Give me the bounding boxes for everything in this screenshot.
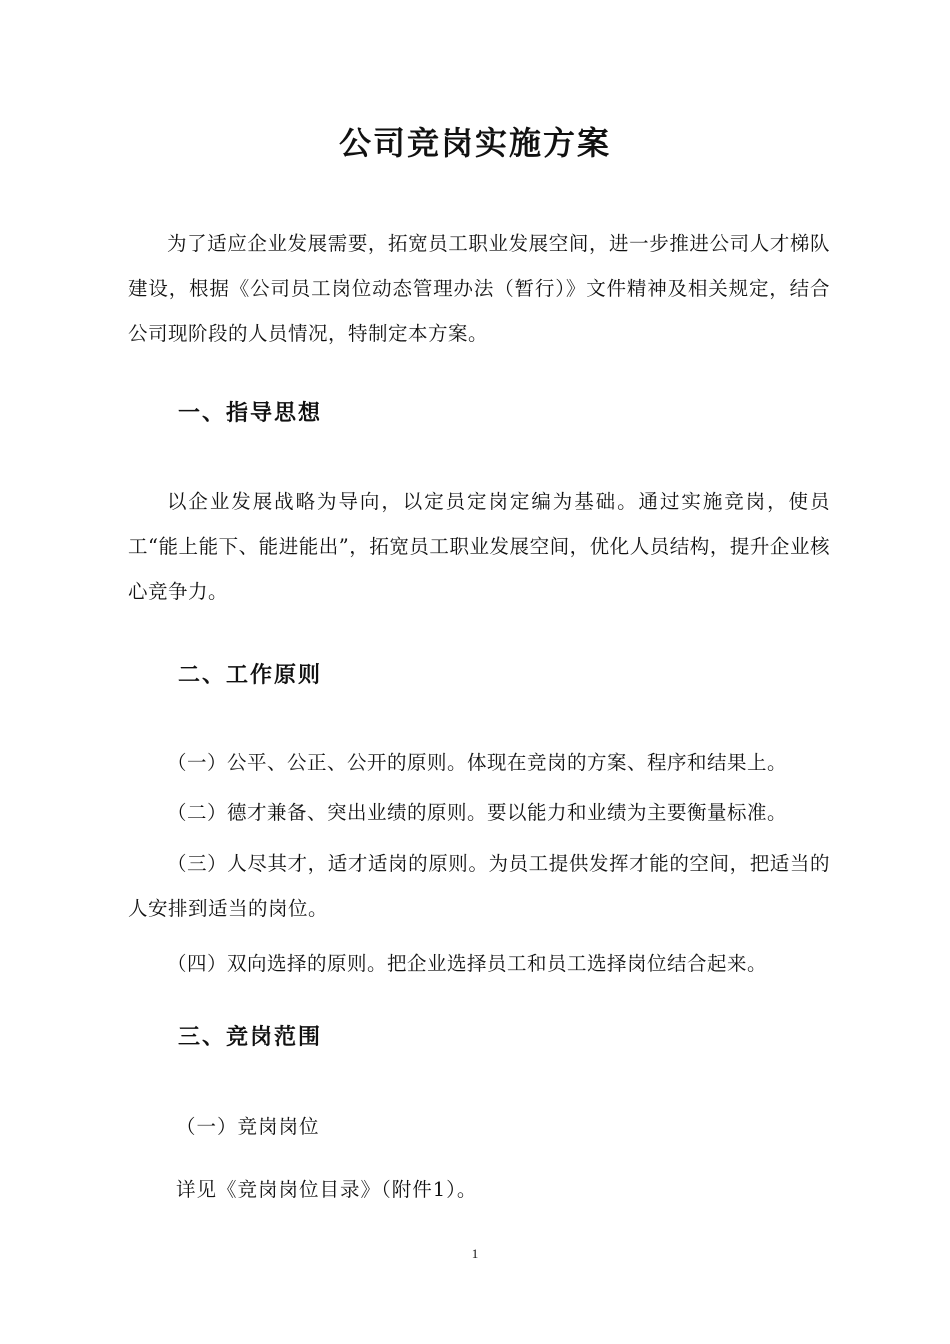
principle-item-3: （三）人尽其才，适才适岗的原则。为员工提供发挥才能的空间，把适当的人安排到适当的岗位。 bbox=[128, 852, 830, 920]
section-1-body: 以企业发展战略为导向，以定员定岗定编为基础。通过实施竞岗，使员工“能上能下、能进能出”，拓宽员工职业发展空间，优化人员结构，提升企业核心竞争力。 bbox=[128, 490, 830, 603]
principle-item-1: （一）公平、公正、公开的原则。体现在竞岗的方案、程序和结果上。 bbox=[167, 751, 788, 774]
principle-item-4: （四）双向选择的原则。把企业选择员工和员工选择岗位结合起来。 bbox=[167, 952, 768, 975]
intro-paragraph: 为了适应企业发展需要，拓宽员工职业发展空间，进一步推进公司人才梯队建设，根据《公司员工岗位动态管理办法（暂行）》文件精神及相关规定，结合公司现阶段的人员情况，特制定本方案。 bbox=[128, 232, 830, 345]
principle-item-2: （二）德才兼备、突出业绩的原则。要以能力和业绩为主要衡量标准。 bbox=[167, 801, 788, 824]
section-heading-1: 一、指导思想 bbox=[178, 401, 323, 426]
positions-reference: 详见《竞岗岗位目录》（附件1）。 bbox=[176, 1178, 478, 1201]
section-heading-3: 三、竞岗范围 bbox=[178, 1025, 323, 1050]
document-title: 公司竞岗实施方案 bbox=[338, 124, 611, 162]
section-heading-2: 二、工作原则 bbox=[178, 663, 323, 688]
sub-heading-positions: （一）竞岗岗位 bbox=[176, 1115, 320, 1138]
page-number: 1 bbox=[471, 1246, 479, 1261]
